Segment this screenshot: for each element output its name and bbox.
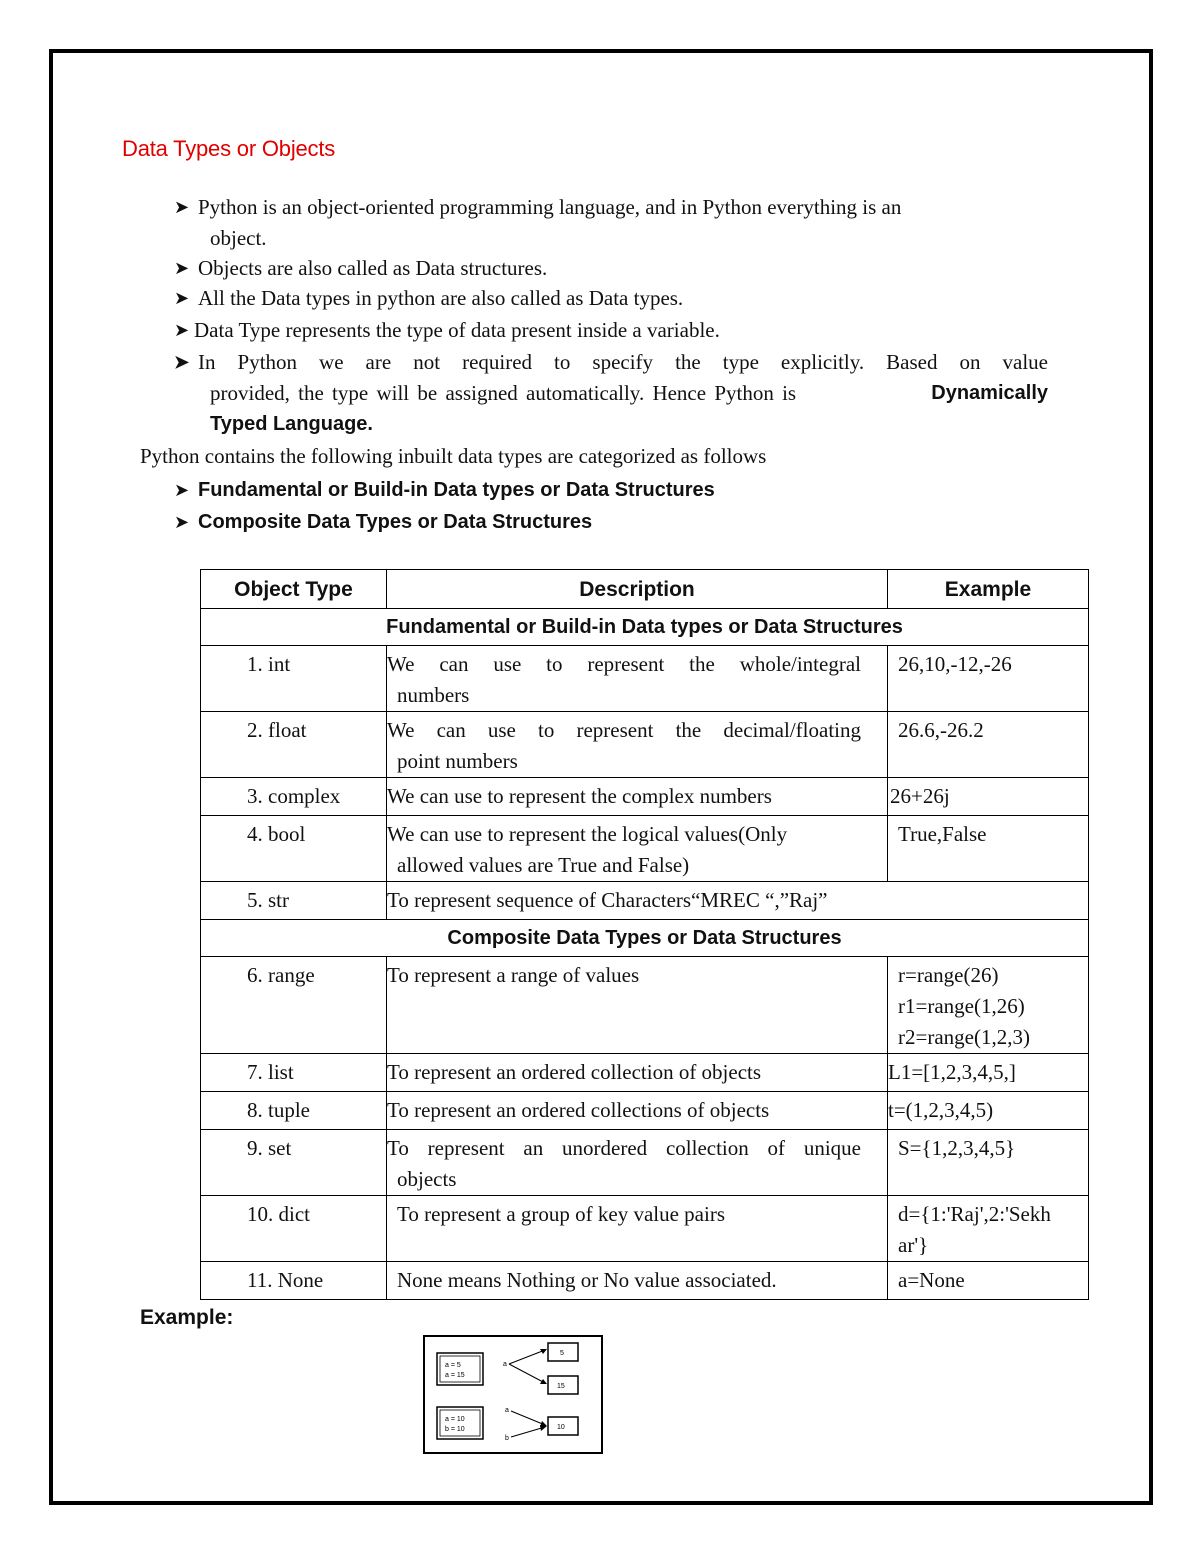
example-cell: L1=[1,2,3,4,5,] — [888, 1054, 1089, 1092]
column-header: Example — [888, 570, 1089, 609]
example-cell: S={1,2,3,4,5} — [888, 1130, 1089, 1196]
description-line: objects — [397, 1167, 457, 1191]
intro-text: Python contains the following inbuilt data types are categorized as follows — [140, 444, 767, 468]
table-row — [201, 1196, 1089, 1262]
description-line: We can use to represent the logical values(Only — [387, 822, 788, 846]
description-cell — [387, 1130, 888, 1196]
category-label: Composite Data Types or Data Structures — [198, 511, 593, 533]
example-line: ar'} — [898, 1233, 929, 1257]
description-cell: To represent an ordered collection of objects — [387, 1054, 888, 1092]
code-box-1 — [437, 1353, 483, 1385]
code-line: a = 10 — [445, 1416, 465, 1423]
variable-label: a — [503, 1361, 507, 1368]
example-cell: 26,10,-12,-26 — [888, 646, 1089, 712]
description-cell: To represent a group of key value pairs — [387, 1196, 888, 1262]
description-line: We can use to represent the decimal/floating — [387, 718, 861, 742]
description-line: allowed values are True and False) — [397, 853, 690, 877]
type-cell: 3. complex — [201, 778, 387, 816]
type-cell: 10. dict — [201, 1196, 387, 1262]
description-cell: To represent an ordered collections of objects — [387, 1092, 888, 1130]
bullet-item-1 — [174, 192, 1048, 254]
example-cell — [888, 1196, 1089, 1262]
code-box-2 — [437, 1407, 483, 1439]
bullet-item-2 — [174, 253, 1048, 284]
arrow-bullet-icon: ➤ — [174, 480, 190, 501]
table-row — [201, 1130, 1089, 1196]
type-cell: 2. float — [201, 712, 387, 778]
description-line: numbers — [397, 683, 470, 707]
category-label: Fundamental or Build-in Data types or Data Structures — [198, 479, 715, 501]
category-item-2 — [174, 507, 592, 538]
bullet-item-3 — [174, 283, 1048, 314]
bullet-text-continued — [174, 378, 1048, 409]
example-cell: a=None — [888, 1262, 1089, 1300]
table-section-row — [201, 609, 1089, 646]
description-cell — [387, 816, 888, 882]
arrow-bullet-icon: ➤ — [174, 512, 190, 533]
example-line: d={1:'Raj',2:'Sekh — [898, 1202, 1051, 1226]
example-cell: True,False — [888, 816, 1089, 882]
description-cell: To represent a range of values — [387, 957, 888, 1054]
description-line: To represent an unordered collection of unique — [387, 1136, 861, 1160]
description-cell — [387, 712, 888, 778]
type-cell: 8. tuple — [201, 1092, 387, 1130]
example-line: r1=range(1,26) — [898, 994, 1025, 1018]
table-row — [201, 646, 1089, 712]
page-title: Data Types or Objects — [122, 136, 336, 161]
table-row — [201, 957, 1089, 1054]
category-item-1 — [174, 475, 715, 506]
example-cell: t=(1,2,3,4,5) — [888, 1092, 1089, 1130]
arrow-bullet-icon: ➤ — [174, 258, 190, 278]
type-cell: 9. set — [201, 1130, 387, 1196]
table-row — [201, 1092, 1089, 1130]
bullet-text: In Python we are not required to specify the type explicitly. Based on value — [198, 350, 1048, 374]
arrow-bullet-icon: ➤ — [174, 197, 190, 217]
bullet-text-bold: Dynamically — [931, 382, 1048, 404]
value-label: 10 — [557, 1424, 565, 1431]
bullet-item-5 — [174, 347, 1048, 440]
description-line: point numbers — [397, 749, 518, 773]
column-header: Description — [387, 570, 888, 609]
type-cell: 5. str — [201, 882, 387, 920]
bullet-item-4 — [174, 315, 1048, 346]
table-header-row — [201, 570, 1089, 609]
table-section-row — [201, 920, 1089, 957]
example-cell: 26+26j — [888, 778, 1089, 816]
bullet-text: All the Data types in python are also called as Data types. — [198, 286, 684, 310]
example-cell: 26.6,-26.2 — [888, 712, 1089, 778]
variable-label: a — [505, 1407, 509, 1414]
arrow-bullet-icon: ➤ — [174, 288, 190, 308]
type-cell: 11. None — [201, 1262, 387, 1300]
description-cell: To represent sequence of Characters“MREC “,”Raj” — [387, 882, 1089, 920]
value-label: 5 — [560, 1350, 564, 1357]
bullet-text: Data Type represents the type of data present inside a variable. — [194, 318, 720, 342]
bullet-text: Objects are also called as Data structures. — [198, 256, 548, 280]
table-row — [201, 712, 1089, 778]
description-cell: We can use to represent the complex numbers — [387, 778, 888, 816]
variable-label: b — [505, 1435, 509, 1442]
example-line: r2=range(1,2,3) — [898, 1025, 1030, 1049]
example-label: Example: — [140, 1306, 234, 1329]
code-line: a = 15 — [445, 1372, 465, 1379]
bullet-text-continued: object. — [210, 226, 267, 250]
table-row — [201, 1262, 1089, 1300]
column-header: Object Type — [201, 570, 387, 609]
description-cell: None means Nothing or No value associated. — [387, 1262, 888, 1300]
bullet-text-bold-continued: Typed Language. — [210, 413, 373, 435]
bullet-text-plain: provided, the type will be assigned automatically. Hence Python is — [210, 381, 797, 405]
section-title: Composite Data Types or Data Structures — [201, 920, 1089, 957]
type-cell: 7. list — [201, 1054, 387, 1092]
table-row — [201, 778, 1089, 816]
description-cell — [387, 646, 888, 712]
arrow-bullet-icon: ➤ — [174, 320, 190, 340]
bullet-text: Python is an object-oriented programming language, and in Python everything is an — [198, 195, 902, 219]
type-cell: 1. int — [201, 646, 387, 712]
code-line: b = 10 — [445, 1426, 465, 1433]
data-types-table — [200, 569, 1089, 1300]
description-line: We can use to represent the whole/integral — [387, 652, 861, 676]
table-row — [201, 882, 1089, 920]
section-title: Fundamental or Build-in Data types or Data Structures — [201, 609, 1089, 646]
object-reference-diagram — [423, 1335, 603, 1454]
example-cell — [888, 957, 1089, 1054]
type-cell: 4. bool — [201, 816, 387, 882]
type-cell: 6. range — [201, 957, 387, 1054]
table-row — [201, 1054, 1089, 1092]
arrow-bullet-icon: ➤ — [174, 352, 190, 372]
value-label: 15 — [557, 1383, 565, 1390]
example-line: r=range(26) — [898, 963, 999, 987]
table-row — [201, 816, 1089, 882]
code-line: a = 5 — [445, 1362, 461, 1369]
